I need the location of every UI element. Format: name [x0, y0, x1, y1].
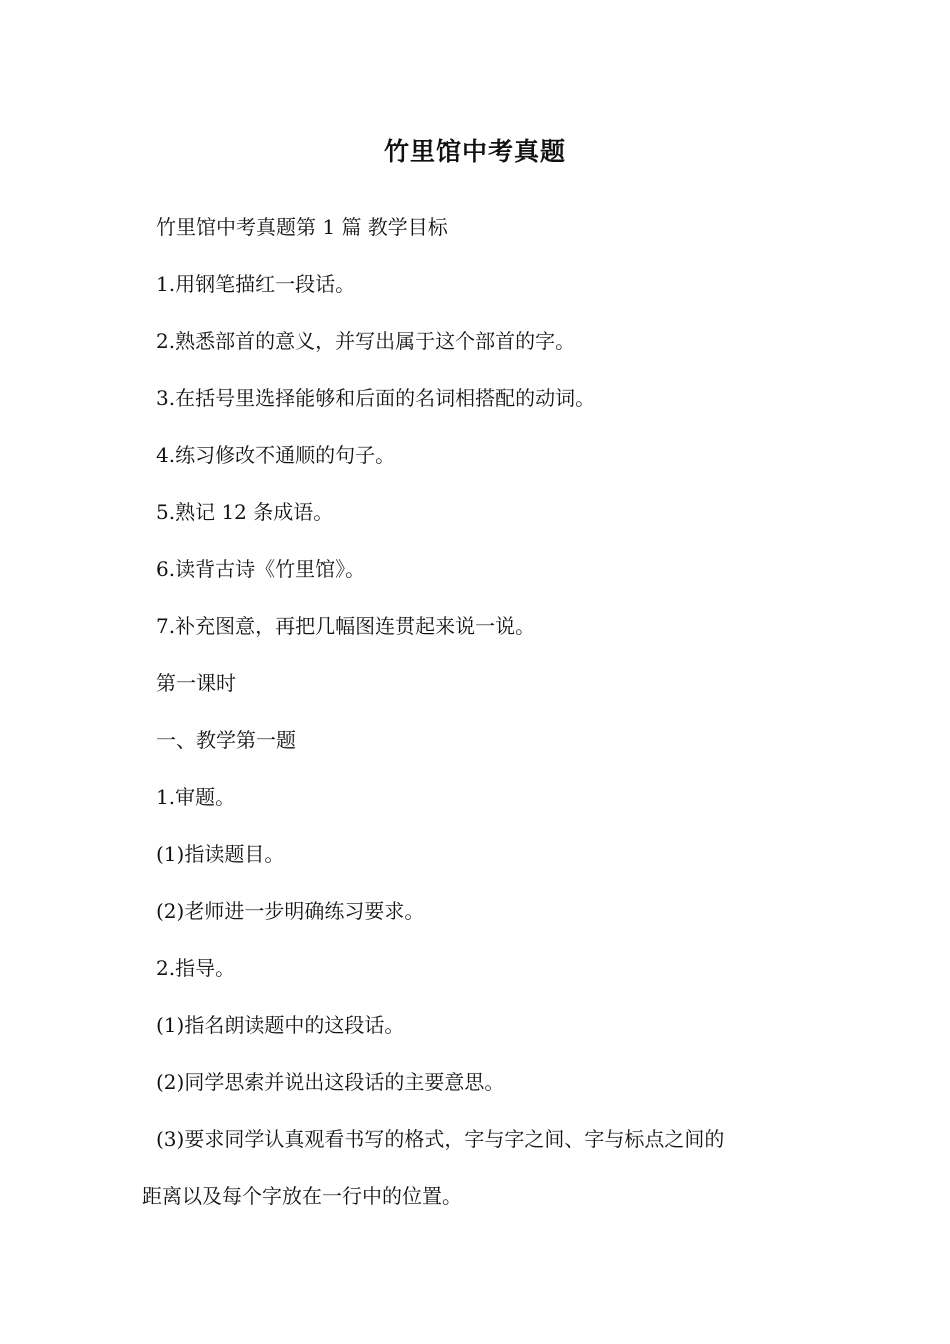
objective-item: 4.练习修改不通顺的句子。	[156, 443, 396, 467]
sub-step-item: (2)老师进一步明确练习要求。	[156, 899, 425, 923]
section-heading: 竹里馆中考真题第 1 篇 教学目标	[156, 215, 448, 239]
objective-item: 2.熟悉部首的意义，并写出属于这个部首的字。	[156, 329, 576, 353]
sub-step-item: (3)要求同学认真观看书写的格式，字与字之间、字与标点之间的	[156, 1127, 725, 1151]
objective-item: 1.用钢笔描红一段话。	[156, 272, 356, 296]
document-title: 竹里馆中考真题	[383, 137, 566, 166]
subsection-heading: 一、教学第一题	[156, 728, 296, 752]
sub-step-continuation: 距离以及每个字放在一行中的位置。	[142, 1184, 462, 1208]
step-item: 1.审题。	[156, 785, 236, 809]
step-item: 2.指导。	[156, 956, 236, 980]
lesson-heading: 第一课时	[156, 671, 236, 695]
sub-step-item: (2)同学思索并说出这段话的主要意思。	[156, 1070, 505, 1094]
objective-item: 7.补充图意，再把几幅图连贯起来说一说。	[156, 614, 536, 638]
objective-item: 3.在括号里选择能够和后面的名词相搭配的动词。	[156, 386, 596, 410]
sub-step-item: (1)指名朗读题中的这段话。	[156, 1013, 405, 1037]
objective-item: 5.熟记 12 条成语。	[156, 500, 334, 524]
sub-step-item: (1)指读题目。	[156, 842, 285, 866]
objective-item: 6.读背古诗《竹里馆》。	[156, 557, 366, 581]
document-body	[142, 199, 822, 1225]
